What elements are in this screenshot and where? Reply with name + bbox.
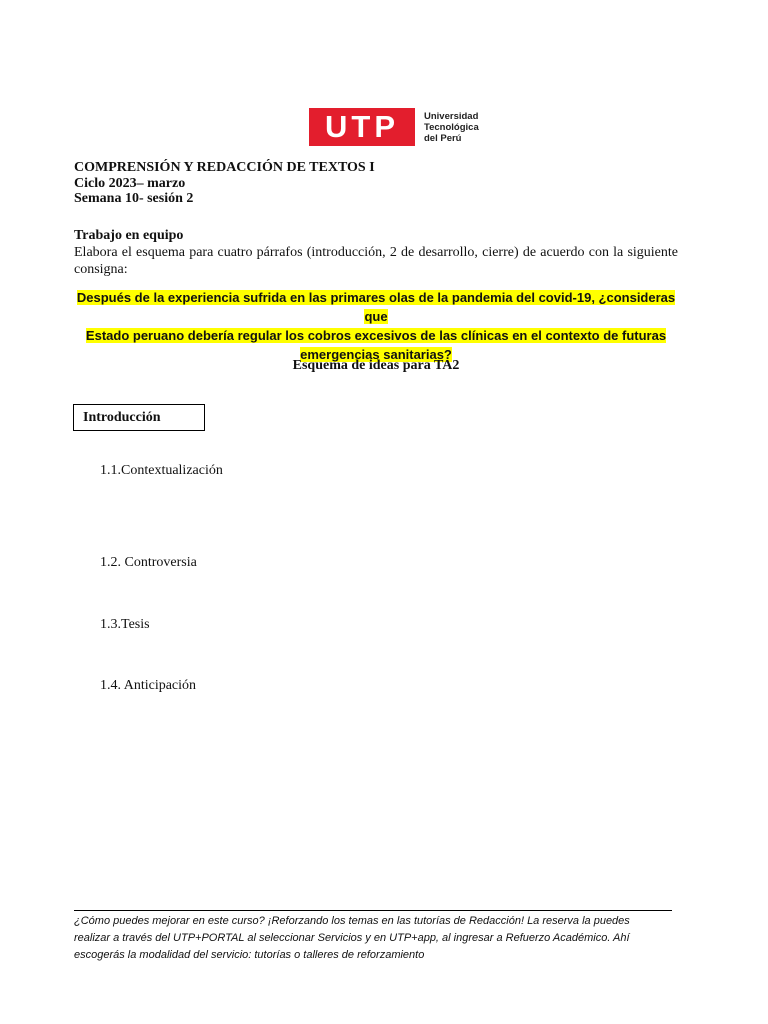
prompt-line-3: emergencias sanitarias? (300, 347, 452, 362)
footer-line-1: ¿Cómo puedes mejorar en este curso? ¡Reforzando los temas en las tutorías de Redacción! La reserva la puedes (74, 915, 630, 927)
logo-line-3: del Perú (424, 132, 462, 144)
logo-line-2: Tecnológica (424, 121, 479, 133)
week-label: Semana 10- sesión 2 (74, 191, 194, 206)
scheme-item-tesis: 1.3.Tesis (100, 617, 150, 632)
scheme-item-contextualizacion: 1.1.Contextualización (100, 463, 223, 478)
footer-line-2: realizar a través del UTP+PORTAL al seleccionar Servicios y en UTP+app, al ingresar a Refuerzo Académico. Ahí (74, 932, 630, 944)
highlighted-prompt (74, 288, 678, 364)
footer-divider (74, 910, 672, 911)
footer-note (74, 913, 678, 964)
footer-line-3: escogerás la modalidad del servicio: tutorías o talleres de reforzamiento (74, 949, 425, 961)
logo-mark (309, 108, 415, 146)
section-box-introduccion (73, 404, 205, 431)
document-header (74, 160, 375, 207)
section-label: Introducción (83, 410, 161, 425)
prompt-line-1: Después de la experiencia sufrida en las primares olas de la pandemia del covid-19, ¿consideras que (76, 290, 676, 324)
course-title: COMPRENSIÓN Y REDACCIÓN DE TEXTOS I (74, 160, 375, 175)
utp-logo (309, 108, 479, 146)
logo-letters: UTP (325, 109, 399, 144)
logo-line-1: Universidad (424, 110, 479, 122)
cycle-label: Ciclo 2023– marzo (74, 175, 186, 191)
prompt-line-2: Estado peruano debería regular los cobros excesivos de las clínicas en el contexto de futuras (85, 328, 667, 343)
scheme-title: Esquema de ideas para TA2 (292, 358, 460, 373)
scheme-item-anticipacion: 1.4. Anticipación (100, 678, 197, 693)
scheme-item-controversia: 1.2. Controversia (100, 555, 197, 570)
task-title: Trabajo en equipo (74, 228, 184, 243)
task-instruction: Elabora el esquema para cuatro párrafos (introducción, 2 de desarrollo, cierre) de acuerdo con la siguiente consigna: (74, 245, 678, 277)
logo-text (424, 111, 479, 144)
